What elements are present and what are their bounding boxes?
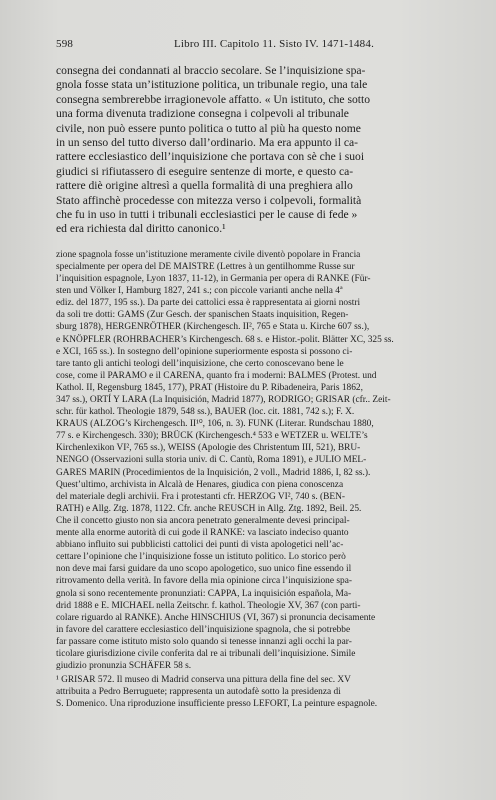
main-text-line: consegna sembrerebbe irragionevole affatto. « Un istituto, che sotto	[56, 92, 371, 106]
footnote-line: ticolare giurisdizione civile conferita dal re ai tribunali dell’inquisizione. Simile	[56, 648, 356, 659]
footnote-line: schr. für kathol. Theologie 1879, 548 ss.), BAUER (loc. cit. 1881, 742 s.); F. X.	[56, 407, 355, 418]
footnote-line: 347 ss.), ORTÍ Y LARA (La Inquisición, Madrid 1877), RODRIGO; GRISAR (cfr.. Zeit-	[56, 395, 391, 405]
footnote-line: 77 s. e Kirchengesch. 330); BRÜCK (Kirchengesch.⁴ 533 e WETZER u. WELTE’s	[56, 431, 368, 442]
footnote-line: Kathol. II, Regensburg 1845, 177), PRAT (Histoire du P. Ribadeneira, Paris 1862,	[56, 382, 363, 393]
footnotes	[56, 249, 472, 711]
footnote-line: ediz. del 1877, 195 ss.). Da parte dei cattolici essa è rappresentata ai giorni nostri	[56, 298, 361, 309]
footnote-line: attribuita a Pedro Berruguete; rappresenta un autodafè sotto la presidenza di	[56, 687, 341, 698]
main-text-line: rattere ecclesiastico dell’inquisizione che portava con sè che i suoi	[56, 150, 365, 164]
footnote-line: drid 1888 e E. MICHAEL nella Zeitschr. f. kathol. Theologie XV, 367 (con parti-	[56, 600, 361, 611]
footnote-line: specialmente per opera del DE MAISTRE (Lettres à un gentilhomme Russe sur	[56, 261, 355, 272]
footnote-line: Kirchenlexikon VI², 765 ss.), WEISS (Apologie des Christentum III, 521), BRU-	[56, 443, 361, 454]
footnote-line: colare riguardo al RANKE). Anche HINSCHIUS (VI, 367) si pronuncia decisamente	[56, 612, 376, 623]
footnote-line: S. Domenico. Una riproduzione insufficiente presso LEFORT, La peinture espagnole.	[56, 699, 378, 710]
footnote-line: giudizio pronunzia SCHÄFER 58 s.	[56, 661, 192, 672]
footnote-line: Che il concetto giusto non sia ancora penetrato generalmente devesi principal-	[56, 515, 350, 526]
footnote-line: in favore del carattere ecclesiastico dell’inquisizione spagnola, che si potrebbe	[56, 624, 351, 635]
footnote-line: non deve mai farsi guidare da uno scopo apologetico, suo unico fine essendo il	[56, 564, 352, 575]
footnote-line: mente alla enorme autorità di cui gode il RANKE: va lasciato indeciso quanto	[56, 528, 349, 539]
page-number: 598	[56, 38, 74, 50]
running-title: Libro III. Capitolo 11. Sisto IV. 1471-1484.	[173, 38, 375, 50]
main-text-line: civile, non può essere punto politica o tutto al più ha questo nome	[56, 121, 361, 135]
footnote-line: l’inquisition espagnole, Lyon 1837, 11-12), in Germania per opera di RANKE (Für-	[56, 274, 371, 285]
main-text-line: ed era richiesta dal diritto canonico.¹	[56, 222, 226, 236]
main-text-line: una forma divenuta tradizione consegna i colpevoli al tribunale	[56, 107, 349, 121]
footnote-line: abbiano influito sui pubblicisti cattolici dei punti di vista apologetici nell’ac-	[56, 540, 344, 551]
footnote-line: del materiale degli archivii. Fra i protestanti cfr. HERZOG VI², 740 s. (BEN-	[56, 491, 346, 502]
footnote-line: gnola si sono recentemente pronunziati: CAPPA, La inquisición española, Ma-	[56, 588, 352, 599]
main-text-line: giudici si rifiutassero di eseguire sentenze di morte, e questo ca-	[56, 164, 354, 178]
footnote-line: NENGO (Osservazioni sulla storia univ. di C. Cantù, Roma 1891), e JULIO MEL-	[56, 455, 367, 466]
main-text-line: che fu in uso in tutti i tribunali ecclesiastici per le cause di fede »	[56, 208, 358, 222]
footnote-line: e XCI, 165 ss.). In sostegno dell’opinione superiormente esposta si possono ci-	[56, 346, 353, 357]
page-header	[56, 38, 472, 50]
main-text-line: gnola fosse stata un’istituzione politica, un tribunale regio, una tale	[56, 78, 368, 92]
main-text	[56, 64, 472, 237]
main-text-line: in un senso del tutto diverso dall’ordinario. Ma era appunto il ca-	[56, 136, 359, 150]
footnote-line: GARES MARIN (Procedimientos de la Inquisición, 2 voll., Madrid 1886, I, 82 ss.).	[56, 467, 371, 478]
footnote-line: da soli tre dotti: GAMS (Zur Gesch. der spanischen Staats inquisition, Regen-	[56, 310, 349, 321]
footnote-line: RATH) e Allg. Ztg. 1878, 1122. Cfr. anche REUSCH in Allg. Ztg. 1892, Beil. 25.	[56, 503, 362, 514]
footnote-line: Quest’ultimo, archivista in Alcalà de Henares, giudica con piena conoscenza	[56, 479, 344, 490]
footnote-line: zione spagnola fosse un’istituzione meramente civile diventò popolare in Francia	[56, 249, 361, 260]
footnote-line: cose, come il PARAMO e il CARENA, quanto fra i moderni: BALMES (Protest. und	[56, 370, 377, 381]
footnote-line: ¹ GRISAR 572. Il museo di Madrid conserva una pittura della fine del sec. XV	[56, 675, 351, 686]
footnote-line: sten und Völker I, Hamburg 1827, 241 s.; con piccole varianti anche nella 4ª	[56, 286, 343, 297]
footnote-line: KRAUS (ALZOG’s Kirchengesch. II¹⁰, 106, n. 3). FUNK (Literar. Rundschau 1880,	[56, 419, 374, 430]
main-text-line: rattere diè origine altresì a quella formalità di una preghiera allo	[56, 179, 353, 193]
footnote-line: sburg 1878), HERGENRÖTHER (Kirchengesch. II², 765 e Stata u. Kirche 607 ss.),	[56, 322, 370, 333]
footnote-line: far passare come istituto misto solo quando si tenesse innanzi agli occhi la par-	[56, 636, 352, 647]
footnote-line: ritrovamento della verità. In favore della mia opinione circa l’inquisizione spa-	[56, 576, 352, 587]
footnote-line: tare tanto gli antichi teologi dell’inquisizione, che certo conoscevano bene le	[56, 358, 344, 369]
main-text-line: Stato affinchè procedesse con mitezza verso i colpevoli, formalità	[56, 193, 362, 207]
footnote-line: e KNÖPFLER (ROHRBACHER’s Kirchengesch. 68 s. e Histor.-polit. Blätter XC, 325 ss.	[56, 334, 394, 345]
main-text-line: consegna dei condannati al braccio secolare. Se l’inquisizione spa-	[56, 64, 366, 77]
footnote-line: cettare l’opinione che l’inquisizione fosse un istituto politico. Lo storico però	[56, 552, 346, 563]
